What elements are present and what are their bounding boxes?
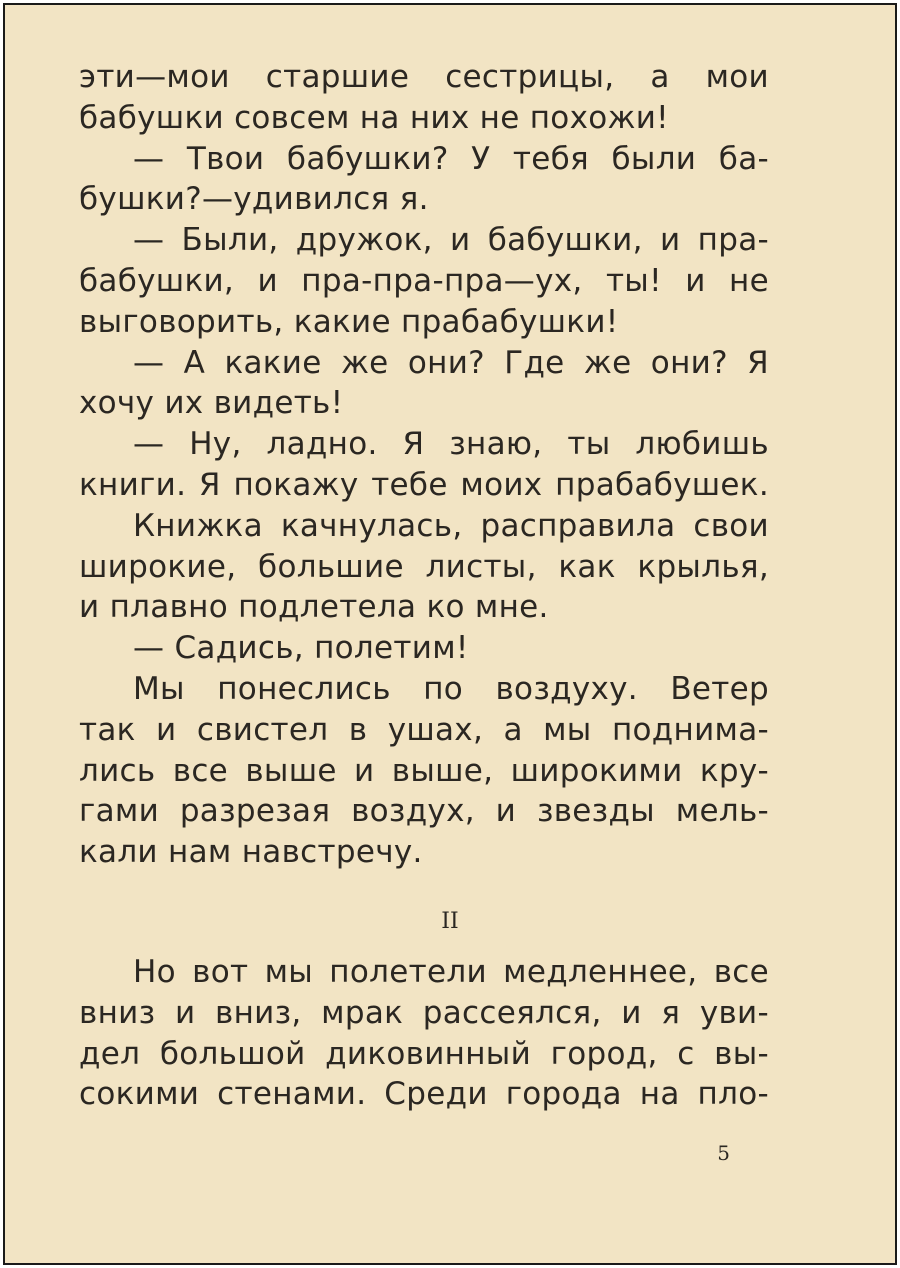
text-line: хочу их видеть! xyxy=(79,385,344,422)
text-line: широкие, большие листы, как крылья, xyxy=(79,548,769,585)
text-line: кали нам навстречу. xyxy=(79,834,423,871)
text-line: Но вот мы полетели медленнее, все xyxy=(133,954,769,990)
text-line: эти—мои старшие сестрицы, а мои xyxy=(79,59,769,95)
text-line: вниз и вниз, мрак рассеялся, и я уви- xyxy=(79,994,769,1031)
page-number: 5 xyxy=(717,1141,730,1165)
text-line: — Были, дружок, и бабушки, и пра- xyxy=(133,222,769,259)
text-line: — Твои бабушки? У тебя были ба- xyxy=(133,140,769,177)
text-line: бушки?—удивился я. xyxy=(79,181,429,218)
body-text-part1 xyxy=(79,57,769,873)
text-line: — Садись, полетим! xyxy=(133,630,469,667)
text-line: бабушки совсем на них не похожи! xyxy=(79,99,669,136)
text-line: Книжка качнулась, расправила свои xyxy=(133,507,769,544)
text-line: выговорить, какие прабабушки! xyxy=(79,303,619,340)
text-line: — Ну, ладно. Я знаю, ты любишь xyxy=(133,426,769,463)
text-line: дел большой диковинный город, с вы- xyxy=(79,1035,769,1072)
body-text-part2 xyxy=(79,952,769,1115)
book-page xyxy=(3,3,897,1265)
text-line: лись все выше и выше, широкими кру- xyxy=(79,752,769,789)
section-number: II xyxy=(441,909,459,934)
text-line: книги. Я покажу тебе моих прабабушек. xyxy=(79,466,769,503)
text-line: так и свистел в ушах, а мы поднима- xyxy=(79,711,769,748)
text-line: и плавно подлетела ко мне. xyxy=(79,589,549,626)
text-line: гами разрезая воздух, и звезды мель- xyxy=(79,793,769,830)
text-line: сокими стенами. Среди города на пло- xyxy=(79,1076,769,1113)
text-line: — А какие же они? Где же они? Я xyxy=(133,344,769,381)
text-line: Мы понеслись по воздуху. Ветер xyxy=(133,670,769,707)
text-line: бабушки, и пра-пра-пра—ух, ты! и не xyxy=(79,262,769,299)
